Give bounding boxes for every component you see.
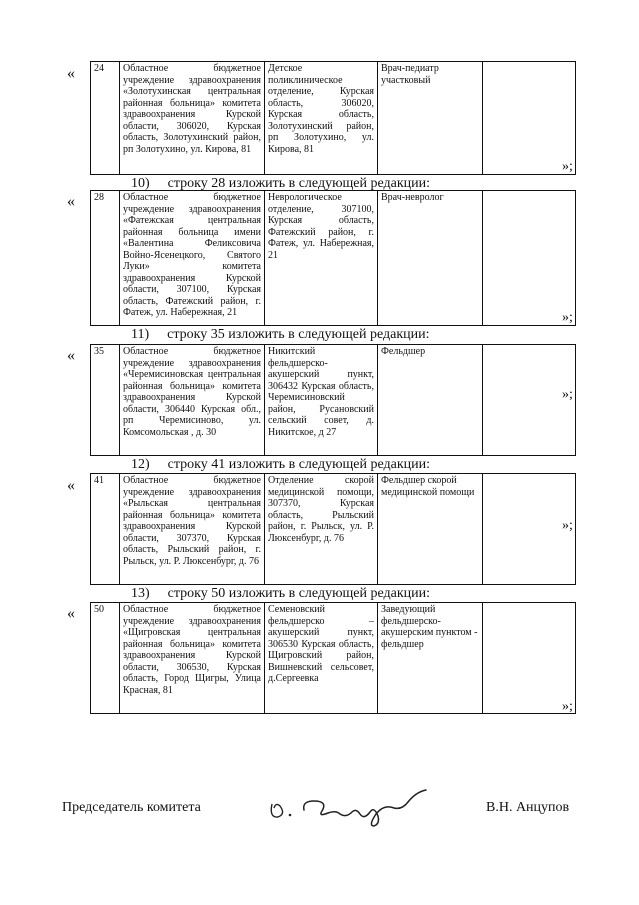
signer-title: Председатель комитета (62, 800, 201, 815)
cell-num: 24 (91, 62, 120, 175)
cell-num: 50 (91, 603, 120, 714)
cell-num: 35 (91, 345, 120, 456)
quote-close-24: »; (562, 159, 573, 174)
quote-open-50: « (67, 605, 75, 622)
table-row-35 (90, 344, 576, 456)
quote-close-28: »; (562, 310, 573, 325)
heading-number: 12) (131, 457, 150, 472)
table-row-41 (90, 473, 576, 585)
cell-extra (483, 603, 576, 714)
cell-org: Областное бюджетное учреждение здравоохранения «Золотухинская центральная районная больница» комитета здравоохранения Курской области, 306020, Курская область, Золотухинский район, рп Золотухино, ул. Кирова, 81 (120, 62, 265, 175)
heading-text: строку 35 изложить в следующей редакции: (167, 327, 430, 342)
cell-extra (483, 62, 576, 175)
cell-position: Фельдшер (378, 345, 483, 456)
heading-11 (131, 327, 430, 343)
heading-text: строку 41 изложить в следующей редакции: (167, 457, 431, 472)
heading-13 (131, 586, 430, 602)
heading-number: 13) (131, 586, 150, 601)
heading-number: 11) (131, 327, 150, 342)
heading-number: 10) (131, 176, 150, 191)
cell-unit: Никитский фельдшерско-акушерский пункт, 306432 Курская область, Черемисиновский район, Русановский сельский совет, д. Никитское, д 27 (265, 345, 378, 456)
cell-unit: Отделение скорой медицинской помощи, 307370, Курская область, Рыльский район, г. Рыльск, ул. Р. Люксенбург, д. 76 (265, 474, 378, 585)
cell-extra (483, 191, 576, 326)
cell-org: Областное бюджетное учреждение здравоохранения «Фатежская центральная районная больница имени «Валентина Феликсовича Войно-Ясенецкого, Святого Луки» комитета здравоохранения Курской области, 307100, Курская область, Фатежский район, г. Фатеж, ул. Набережная, 21 (120, 191, 265, 326)
cell-num: 41 (91, 474, 120, 585)
cell-org: Областное бюджетное учреждение здравоохранения «Рыльская центральная районная больница» комитета здравоохранения Курской области, 307370, Курская область, Рыльский район, г. Рыльск, ул. Р. Люксенбург, д. 76 (120, 474, 265, 585)
cell-position: Заведующий фельдшерско-акушерским пунктом - фельдшер (378, 603, 483, 714)
quote-open-28: « (67, 193, 75, 210)
quote-open-35: « (67, 347, 75, 364)
heading-12 (131, 457, 430, 473)
quote-close-35: »; (562, 387, 573, 402)
signer-name: В.Н. Анцупов (486, 800, 570, 815)
quote-open-41: « (67, 477, 75, 494)
quote-open-24: « (67, 65, 75, 82)
heading-text: строку 28 изложить в следующей редакции: (167, 176, 431, 191)
heading-text: строку 50 изложить в следующей редакции: (167, 586, 431, 601)
cell-unit: Неврологическое отделение, 307100, Курская область, Фатежский район, г. Фатеж, ул. Набережная, 21 (265, 191, 378, 326)
cell-unit: Семеновский фельдшерско – акушерский пункт, 306530 Курская область, Щигровский район, Вишневский сельсовет, д.Сергеевка (265, 603, 378, 714)
quote-close-41: »; (562, 518, 573, 533)
cell-position: Врач-невролог (378, 191, 483, 326)
quote-close-50: »; (562, 699, 573, 714)
signature-icon (266, 784, 436, 828)
cell-position: Врач-педиатр участковый (378, 62, 483, 175)
cell-unit: Детское поликлиническое отделение, Курская область, 306020, Курская область, Золотухинский район, рп Золотухино, ул. Кирова, 81 (265, 62, 378, 175)
cell-org: Областное бюджетное учреждение здравоохранения «Щигровская центральная районная больница» комитета здравоохранения Курской области, 306530, Курская область, Город Щигры, Улица Красная, 81 (120, 603, 265, 714)
table-row-28 (90, 190, 576, 326)
cell-num: 28 (91, 191, 120, 326)
cell-org: Областное бюджетное учреждение здравоохранения «Черемисиновская центральная районная больница» комитета здравоохранения Курской области, 306440 Курская обл., рп Черемисиново, ул. Комсомольская , д. 30 (120, 345, 265, 456)
table-row-24 (90, 61, 576, 175)
table-row-50 (90, 602, 576, 714)
cell-position: Фельдшер скорой медицинской помощи (378, 474, 483, 585)
